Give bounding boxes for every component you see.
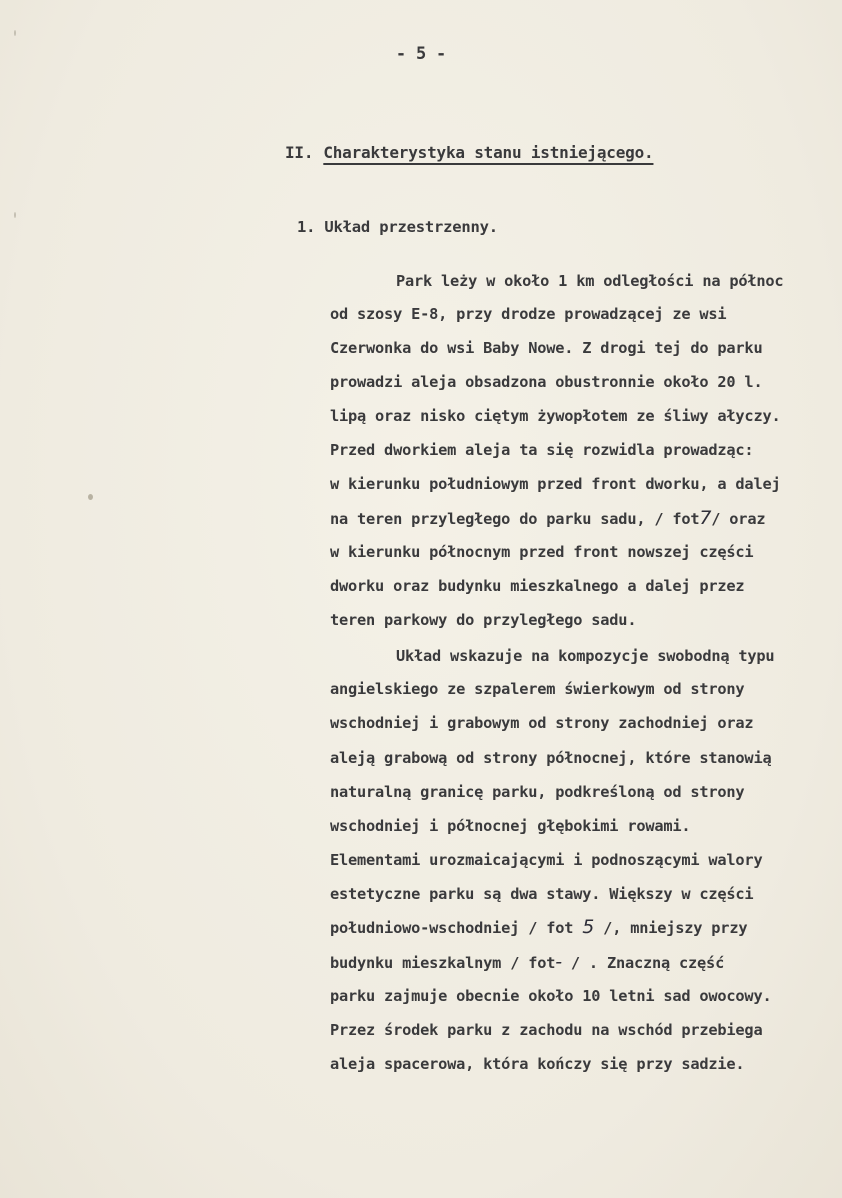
paragraph-line: lipą oraz nisko ciętym żywopłotem ze śliwy ałyczy. [330, 407, 781, 425]
paragraph-line: w kierunku północnym przed front nowszej części [330, 543, 754, 561]
paragraph-line: wschodniej i północnej głębokimi rowami. [330, 817, 691, 835]
paper-speck [14, 212, 16, 218]
paragraph-line: w kierunku południowym przed front dworku, a dalej [330, 475, 781, 493]
section-number: II. [285, 143, 314, 162]
paragraph-line: Przed dworkiem aleja ta się rozwidla prowadząc: [330, 441, 754, 459]
paragraph-line: angielskiego ze szpalerem świerkowym od strony [330, 680, 745, 698]
line-text: / oraz [711, 510, 766, 528]
paragraph-line: od szosy E-8, przy drodze prowadzącej ze wsi [330, 305, 727, 323]
section-heading [285, 143, 653, 162]
paragraph-line: parku zajmuje obecnie około 10 letni sad owocowy. [330, 987, 772, 1005]
paragraph-line: dworku oraz budynku mieszkalnego a dalej przez [330, 577, 745, 595]
paragraph-line [330, 508, 765, 529]
paper-speck [88, 494, 93, 500]
paragraph-line: estetyczne parku są dwa stawy. Większy w części [330, 885, 754, 903]
line-text: / . Znaczną część [561, 954, 725, 972]
paragraph-line: Elementami urozmaicającymi i podnoszącymi walory [330, 851, 763, 869]
paragraph-line: aleją grabową od strony północnej, które stanowią [330, 749, 772, 767]
paper-speck [14, 30, 16, 36]
section-title: Charakterystyka stanu istniejącego. [323, 143, 654, 162]
paragraph-line: Park leży w około 1 km odległości na północ [396, 272, 784, 290]
subsection-heading [297, 218, 498, 236]
page-number: - 5 - [395, 44, 447, 64]
paragraph-line: prowadzi aleja obsadzona obustronnie około 20 l. [330, 373, 763, 391]
handwritten-photo-number: 7 [699, 507, 712, 529]
line-text: na teren przyległego do parku sadu, / fot [330, 510, 700, 528]
paragraph-line: naturalną granicę parku, podkreśloną od strony [330, 783, 745, 801]
paragraph-line: Czerwonka do wsi Baby Nowe. Z drogi tej do parku [330, 339, 763, 357]
handwritten-photo-number: - [555, 951, 562, 973]
subsection-title: Układ przestrzenny. [324, 218, 498, 236]
line-text: /, mniejszy przy [594, 919, 748, 937]
handwritten-photo-number: 5 [582, 916, 595, 938]
paragraph-line: aleja spacerowa, która kończy się przy sadzie. [330, 1055, 745, 1073]
subsection-number: 1. [297, 218, 316, 236]
paragraph-line [330, 917, 747, 938]
paragraph-line: Układ wskazuje na kompozycje swobodną typu [396, 647, 775, 665]
paragraph-line: wschodniej i grabowym od strony zachodniej oraz [330, 714, 754, 732]
paragraph-line [330, 952, 724, 973]
line-text: południowo-wschodniej / fot [330, 919, 583, 937]
paragraph-line: teren parkowy do przyległego sadu. [330, 611, 637, 629]
line-text: budynku mieszkalnym / fot [330, 954, 556, 972]
paragraph-line: Przez środek parku z zachodu na wschód przebiega [330, 1021, 763, 1039]
